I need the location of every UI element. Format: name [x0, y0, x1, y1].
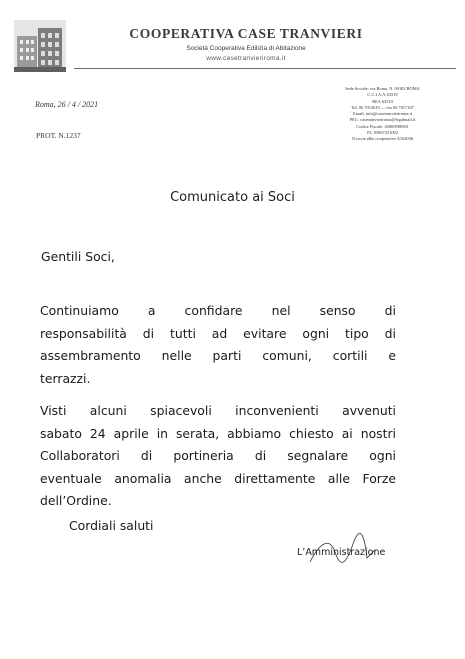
paragraph-line: Visti alcuni spiacevoli inconvenienti avvenuti [40, 403, 396, 418]
seat-info-line: C.C.I.A.A.63519 [367, 92, 398, 98]
seat-info-line: Codice Fiscale: 02800980581 [356, 123, 409, 129]
protocol-number: PROT. N.1237 [36, 131, 81, 140]
paragraph-2 [40, 400, 396, 513]
paragraph-line: Continuiamo a confidare nel senso di [40, 303, 396, 318]
seat-info-line: P.I. 05067251002 [367, 130, 398, 136]
seat-info-line: Tel. 06 7015619 — fax 06 7017167 [351, 104, 414, 110]
paragraph-line: sabato 24 aprile in serata, abbiamo chiesto ai nostri [40, 425, 396, 441]
letterhead-title: COOPERATIVA CASE TRANVIERI [129, 26, 363, 41]
building-logo-icon [14, 20, 66, 72]
signature: L’Amministrazione [297, 547, 386, 558]
paragraph-line: eventuale anomalia anche direttamente alle Forze [40, 470, 396, 486]
paragraph-line: Collaboratori di portineria di segnalare ogni [40, 448, 396, 463]
registered-office-info [330, 86, 435, 143]
seat-info-line: Sede Sociale: via Roma, N. 00182 ROMA [345, 86, 420, 91]
letter-subject: Comunicato ai Soci [170, 190, 295, 205]
seat-info-line: N.iscriz.albo cooperative A104036 [351, 136, 414, 142]
seat-info-line: PEC: casetranvieriroma@legalmail.it [349, 117, 416, 123]
closing-salutation: Cordiali saluti [69, 518, 154, 533]
letter-date: Roma, 26 / 4 / 2021 [35, 100, 99, 109]
letterhead [6, 14, 458, 78]
letterhead-divider [74, 68, 456, 69]
letterhead-subtitle: Società Cooperativa Edilizia di Abitazione [186, 45, 306, 52]
paragraph-line: assembramento nelle parti comuni, cortili e [40, 348, 396, 363]
greeting: Gentili Soci, [41, 249, 115, 264]
seat-info-line: Email: info@casetranvieriroma.it [353, 111, 412, 117]
paragraph-line: dell’Ordine. [40, 493, 112, 508]
paragraph-line: responsabilità di tutti ad evitare ogni tipo di [40, 325, 396, 341]
paragraph-1 [40, 300, 396, 390]
seat-info-line: REA 63519 [372, 98, 393, 104]
letterhead-url: www.casetranvieriroma.it [206, 55, 286, 62]
paragraph-line: terrazzi. [40, 370, 91, 386]
